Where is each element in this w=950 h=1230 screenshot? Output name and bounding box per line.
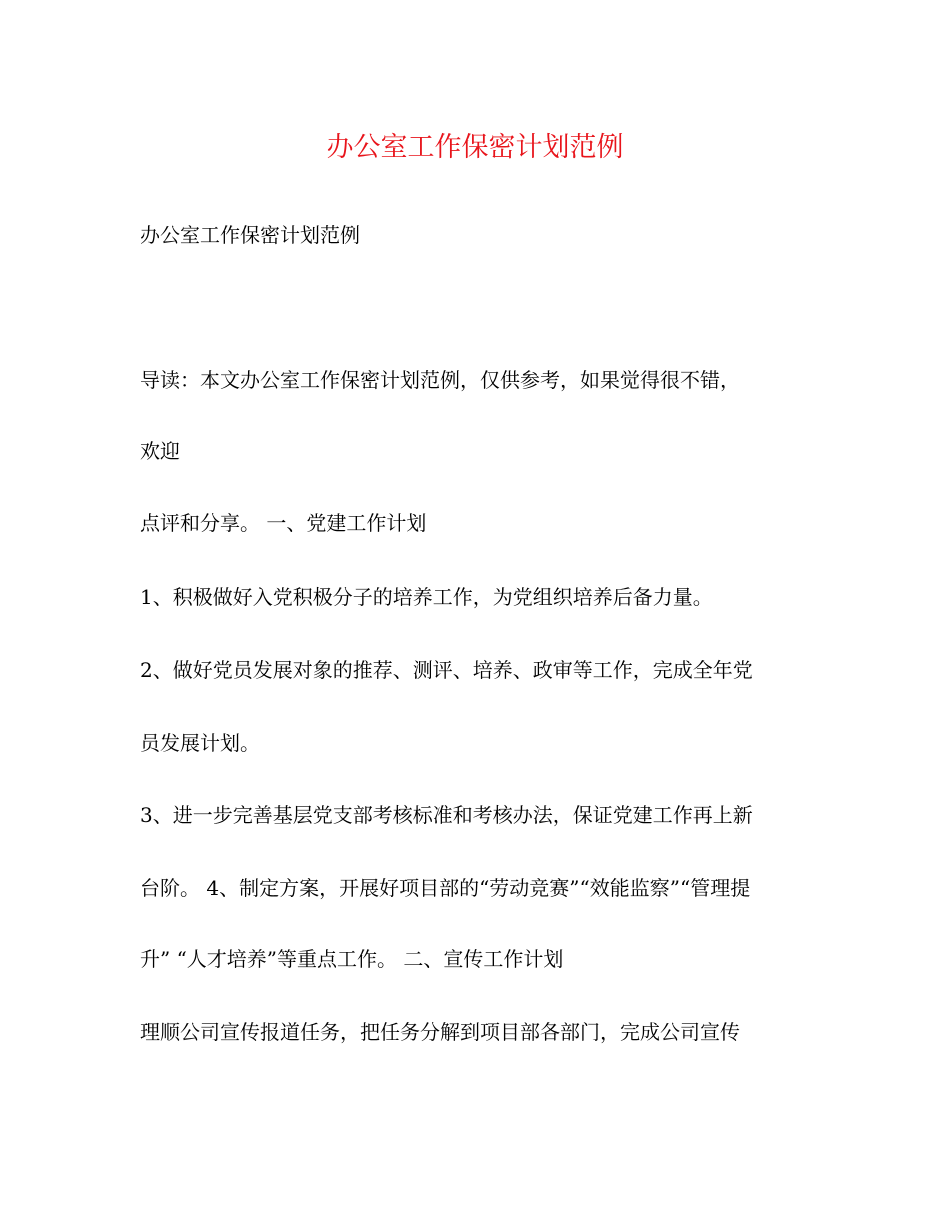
body-line: 升” “人才培养”等重点工作。 二、宣传工作计划 [140,947,564,971]
body-line-subtitle: 办公室工作保密计划范例 [140,223,360,247]
body-line: 欢迎 [140,439,180,463]
body-line: 理顺公司宣传报道任务，把任务分解到项目部各部门，完成公司宣传 [140,1020,740,1044]
document-title: 办公室工作保密计划范例 [326,132,624,163]
body-line: 点评和分享。 一、党建工作计划 [140,511,427,535]
body-line: 员发展计划。 [140,731,260,755]
body-line: 台阶。 4、制定方案，开展好项目部的“劳动竞赛”“效能监察”“管理提 [140,876,751,900]
body-line: 1、积极做好入党积极分子的培养工作，为党组织培养后备力量。 [140,585,713,609]
body-line: 2、做好党员发展对象的推荐、测评、培养、政审等工作，完成全年党 [140,658,753,682]
body-line: 3、进一步完善基层党支部考核标准和考核办法，保证党建工作再上新 [140,803,753,827]
body-line: 导读：本文办公室工作保密计划范例，仅供参考，如果觉得很不错， [140,368,740,392]
